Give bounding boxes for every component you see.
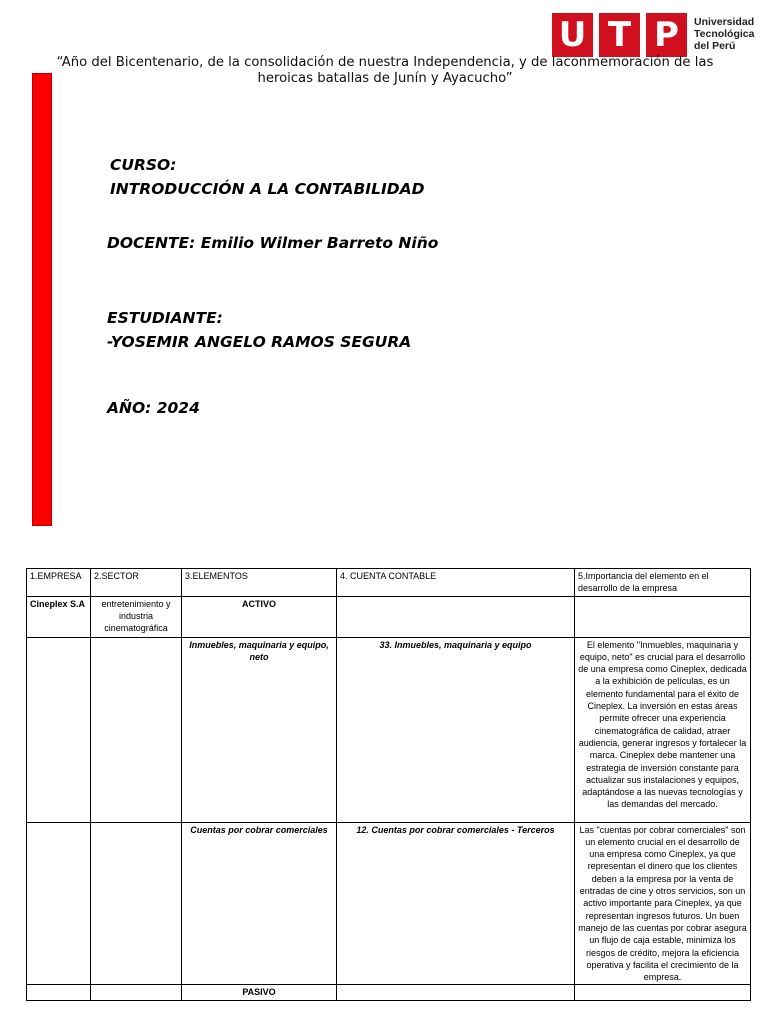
table-row bbox=[27, 822, 751, 985]
year-motto: “Año del Bicentenario, de la consolidación de nuestra Independencia, y de laconmemoración de las heroicas batallas de Junín y Ayacucho” bbox=[56, 55, 714, 86]
logo-letter-u: U bbox=[552, 13, 593, 57]
header-elementos: 3.ELEMENTOS bbox=[182, 569, 337, 597]
accounting-table bbox=[26, 568, 751, 1001]
cell-importancia bbox=[575, 596, 751, 637]
cell-cuenta: 33. Inmuebles, maquinaria y equipo bbox=[337, 637, 575, 822]
estudiante-label: ESTUDIANTE: bbox=[107, 309, 223, 327]
logo-letter-t: T bbox=[599, 13, 640, 57]
table-header-row bbox=[27, 569, 751, 597]
cell-empresa: Cineplex S.A bbox=[27, 596, 91, 637]
red-side-bar bbox=[32, 73, 52, 526]
cell-elemento: ACTIVO bbox=[182, 596, 337, 637]
cell-empresa bbox=[27, 637, 91, 822]
logo-line-3: del Perú bbox=[694, 40, 736, 52]
header-sector: 2.SECTOR bbox=[91, 569, 182, 597]
logo-line-2: Tecnológica bbox=[694, 28, 755, 40]
cell-empresa bbox=[27, 985, 91, 1000]
cell-importancia: El elemento "Inmuebles, maquinaria y equipo, neto" es crucial para el desarrollo de una empresa como Cineplex, dedicada a la exhibición de películas, es un elemento fundamental para el éxito de Cineplex. La inversión en estas áreas permite ofrecer una experiencia cinematográfica de calidad, atraer audiencia, generar ingresos y fortalecer la marca. Cineplex debe mantener una estrategia de inversión constante para actualizar sus instalaciones y equipos, adaptándose a las nuevas tecnologías y las demandas del mercado. bbox=[575, 637, 751, 822]
logo-line-1: Universidad bbox=[694, 16, 755, 28]
cell-elemento: Cuentas por cobrar comerciales bbox=[182, 822, 337, 985]
cell-cuenta bbox=[337, 985, 575, 1000]
cell-cuenta: 12. Cuentas por cobrar comerciales - Terceros bbox=[337, 822, 575, 985]
docente-line: DOCENTE: Emilio Wilmer Barreto Niño bbox=[107, 234, 439, 252]
curso-value: INTRODUCCIÓN A LA CONTABILIDAD bbox=[110, 180, 425, 198]
logo-letter-p: P bbox=[646, 13, 687, 57]
cell-elemento: PASIVO bbox=[182, 985, 337, 1000]
header-cuenta: 4. CUENTA CONTABLE bbox=[337, 569, 575, 597]
cell-empresa bbox=[27, 822, 91, 985]
utp-logo bbox=[552, 13, 762, 58]
header-empresa: 1.EMPRESA bbox=[27, 569, 91, 597]
table-row bbox=[27, 637, 751, 822]
curso-label: CURSO: bbox=[110, 156, 177, 174]
estudiante-value: -YOSEMIR ANGELO RAMOS SEGURA bbox=[107, 333, 412, 351]
cell-sector: entretenimiento y industria cinematográfica bbox=[91, 596, 182, 637]
table-row bbox=[27, 596, 751, 637]
cell-cuenta bbox=[337, 596, 575, 637]
header-importancia: 5.Importancia del elemento en el desarrollo de la empresa bbox=[575, 569, 751, 597]
logo-university-name bbox=[694, 16, 764, 52]
cell-sector bbox=[91, 985, 182, 1000]
cell-importancia bbox=[575, 985, 751, 1000]
cell-sector bbox=[91, 637, 182, 822]
anio-line: AÑO: 2024 bbox=[107, 399, 200, 417]
table-row bbox=[27, 985, 751, 1000]
cell-sector bbox=[91, 822, 182, 985]
cell-elemento: Inmuebles, maquinaria y equipo, neto bbox=[182, 637, 337, 822]
cell-importancia: Las "cuentas por cobrar comerciales" son un elemento crucial en el desarrollo de una empresa como Cineplex, ya que representan el dinero que los clientes deben a la empresa por la venta de entradas de cine y otros servicios, son un activo importante para Cineplex, ya que representan ingresos futuros. Un buen manejo de las cuentas por cobrar asegura un flujo de caja estable, minimiza los riesgos de crédito, mejora la eficiencia operativa y facilita el crecimiento de la empresa. bbox=[575, 822, 751, 985]
